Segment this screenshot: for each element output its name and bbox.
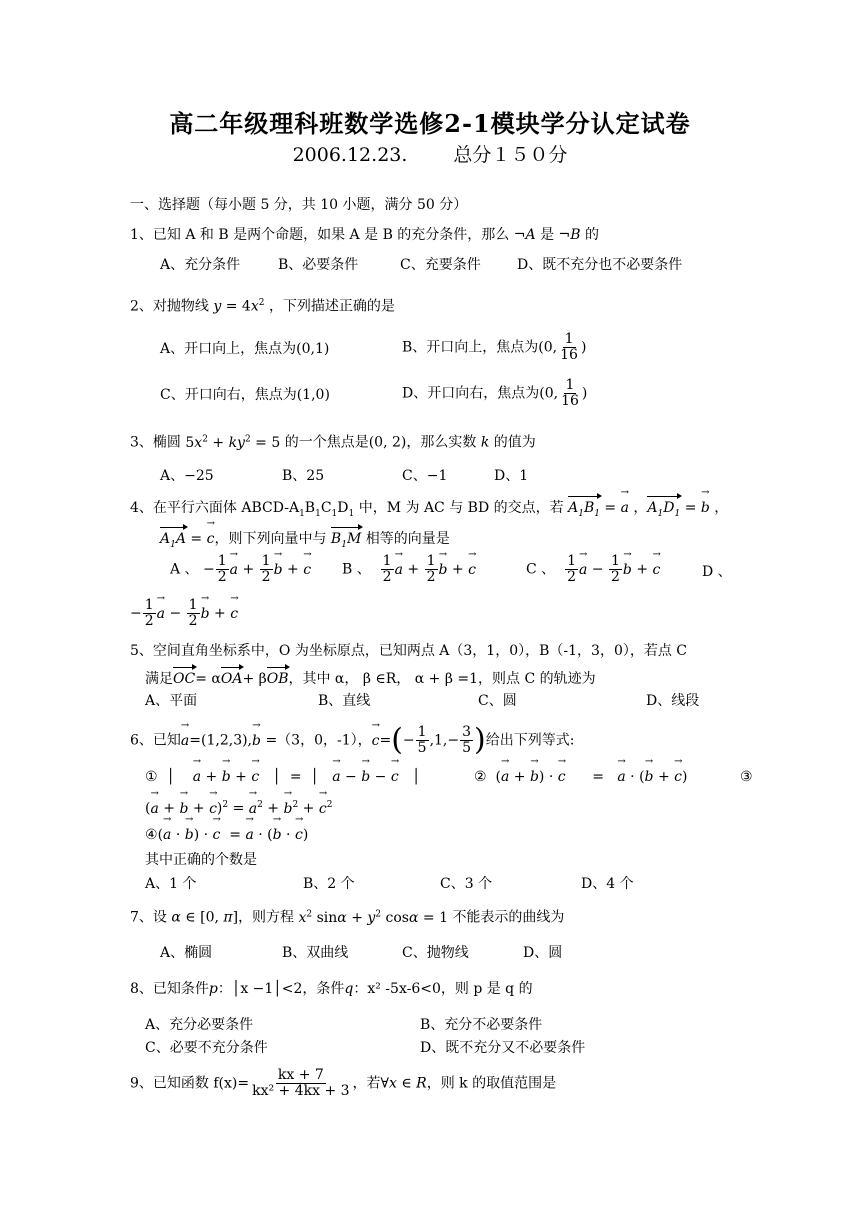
question-text: 2、对抛物线 bbox=[130, 298, 209, 315]
option-label: B、开口向上，焦点为 bbox=[402, 339, 539, 356]
question-text: 6、已知 bbox=[130, 732, 181, 749]
question-text: 满足 bbox=[145, 671, 173, 687]
question-text: ，则 p 是 q 的 bbox=[440, 981, 533, 997]
numerator: 1 bbox=[567, 553, 576, 569]
denominator: kx² + 4kx + 3 bbox=[252, 1083, 350, 1099]
option-a: A、1 个 bbox=[145, 876, 197, 892]
question-text: 给出下列等式: bbox=[485, 732, 575, 749]
math-expr: ) bbox=[580, 339, 587, 356]
option-b: B、双曲线 bbox=[282, 945, 349, 961]
math-expr: $A_1A$ = → c bbox=[160, 531, 214, 547]
numerator: 1 bbox=[188, 597, 198, 613]
option-a: A、充分条件 bbox=[160, 257, 241, 273]
math-expr: y bbox=[213, 298, 222, 315]
question-text: 不能表示的曲线为 bbox=[452, 909, 565, 926]
equation-label: ② bbox=[474, 769, 487, 785]
numerator: 1 bbox=[564, 331, 574, 347]
math-expr: $5x^2 + ky^2 = 5$ bbox=[185, 434, 281, 451]
equation-label: ① bbox=[145, 769, 158, 785]
math-expr: k bbox=[480, 434, 490, 451]
equation-2: ② (→ a + → b) · → c = → a · (→ b + → c) bbox=[474, 768, 687, 786]
math-expr: OA bbox=[221, 668, 243, 688]
question-2-stem: 2、对抛物线 $y = 4x^2$ ，下列描述正确的是 bbox=[130, 298, 395, 315]
numerator: 1 bbox=[611, 553, 620, 569]
math-expr: ¬A bbox=[513, 227, 536, 243]
fraction bbox=[559, 378, 581, 409]
option-a: A 、 − $\frac{1}{2}$ → a + $\frac{1}{2}$ → b + → c bbox=[170, 554, 311, 585]
option-a bbox=[160, 340, 329, 358]
question-6-stem: 6、已知→ a=(1,2,3),→ b =（3，0，-1），→ c=(− $\frac{1}{5}$ ,1,− $\frac{3}{5}$ )给出下列等式: bbox=[130, 725, 574, 756]
option-d: D、既不充分又不必要条件 bbox=[420, 1040, 586, 1056]
option-label: C 、 bbox=[526, 561, 556, 578]
math-expr: x² -5x-6<0 bbox=[367, 981, 441, 997]
numerator: 1 bbox=[217, 553, 227, 569]
question-text: ，则下列向量中与 bbox=[214, 531, 327, 547]
question-7-stem bbox=[130, 905, 564, 927]
question-1-stem bbox=[130, 226, 599, 244]
math-expr: → c bbox=[372, 732, 380, 750]
option-c: C、−1 bbox=[402, 468, 448, 484]
fraction bbox=[558, 332, 580, 363]
question-9-stem bbox=[130, 1068, 556, 1099]
option-b: B、2 个 bbox=[303, 876, 355, 892]
option-label: B 、 bbox=[342, 561, 371, 578]
equation-label: ④ bbox=[145, 827, 158, 843]
question-4-stem: 4、在平行六面体 ABCD-$A_1B_1C_1D_1$ 中，M 为 AC 与 BD 的交点，若 $A_1B_1$ = → a ，$A_1D_1$ = → b ， bbox=[130, 497, 728, 523]
question-text: ，则 k 的取值范围是 bbox=[426, 1075, 557, 1092]
math-expr: OC bbox=[173, 668, 195, 688]
math-expr: (0, 2) bbox=[368, 434, 407, 451]
numerator: 1 bbox=[426, 553, 436, 569]
question-text: + β bbox=[242, 671, 267, 687]
denominator: 5 bbox=[417, 740, 427, 756]
denominator: 2 bbox=[188, 613, 198, 629]
option-d-expr: − $\frac{1}{2}$ → a − $\frac{1}{2}$ → b + → c bbox=[130, 598, 238, 629]
option-label: C、开口向右，焦点为 bbox=[160, 387, 297, 403]
question-text: = α bbox=[195, 671, 221, 687]
math-expr: $B_1M$ bbox=[326, 531, 365, 547]
math-expr: (0, bbox=[538, 339, 558, 356]
option-label: A、开口向上，焦点为 bbox=[160, 341, 297, 357]
numerator: 1 bbox=[144, 597, 154, 613]
option-c: C 、 $\frac{1}{2}$ → a − $\frac{1}{2}$ → b + → c bbox=[526, 554, 660, 585]
question-5-stem: 5、空间直角坐标系中，O 为坐标原点，已知两点 A（3，1，0），B（-1，3，0），若点 C bbox=[130, 643, 688, 659]
numerator: 1 bbox=[417, 724, 427, 740]
option-label: D、开口向右，焦点为 bbox=[402, 385, 540, 402]
option-b: B、必要条件 bbox=[278, 257, 359, 273]
math-expr: (0,1) bbox=[296, 341, 330, 357]
question-text: ，若 bbox=[352, 1075, 381, 1092]
option-c bbox=[160, 386, 330, 404]
question-text: 4、在平行六面体 ABCD-A bbox=[130, 500, 300, 516]
math-expr: $A_1B_1$ = → a ，$A_1D_1$ = → b ， bbox=[568, 500, 728, 516]
question-text: 的一个焦点是 bbox=[284, 434, 369, 451]
option-d bbox=[402, 378, 587, 409]
option-a: A、−25 bbox=[160, 468, 214, 484]
question-text: 1、已知 A 和 B 是两个命题，如果 A 是 B 的充分条件，那么 bbox=[130, 227, 510, 243]
page-title: 高二年级理科班数学选修2-1模块学分认定试卷 bbox=[169, 109, 691, 138]
math-expr: − bbox=[402, 732, 415, 749]
question-text: ： bbox=[353, 981, 368, 997]
question-text: 7、设 bbox=[130, 909, 167, 926]
question-text: 相等的向量是 bbox=[365, 531, 450, 547]
option-c: C、充要条件 bbox=[400, 257, 481, 273]
math-expr: = bbox=[379, 732, 392, 749]
math-expr: =(1,2,3), bbox=[189, 732, 253, 749]
numerator: 3 bbox=[462, 724, 472, 740]
math-expr: (1,0) bbox=[296, 387, 330, 403]
option-b: B、25 bbox=[282, 468, 325, 484]
math-expr: α ∈ [0, π] bbox=[171, 909, 239, 926]
equation-1: ① │ → a + → b + → c │ = │ → a − → b − → c │ bbox=[145, 768, 420, 786]
question-text: 是 bbox=[540, 227, 555, 243]
math-expr: =（3，0，-1）， bbox=[265, 732, 372, 749]
denominator: 2 bbox=[567, 569, 576, 585]
question-text: 3、椭圆 bbox=[130, 434, 181, 451]
math-expr: │x −1│<2 bbox=[231, 981, 303, 997]
math-expr: ∀x ∈ R bbox=[380, 1075, 427, 1092]
math-expr: q bbox=[344, 981, 354, 997]
math-expr: p bbox=[208, 981, 218, 997]
option-b: B、直线 bbox=[318, 693, 371, 709]
option-d: D、4 个 bbox=[581, 876, 634, 892]
question-8-stem bbox=[130, 980, 533, 998]
option-c: C、必要不充分条件 bbox=[145, 1040, 268, 1056]
denominator: 2 bbox=[217, 569, 227, 585]
question-text: ，下列描述正确的是 bbox=[268, 298, 395, 315]
option-a: A、椭圆 bbox=[160, 945, 213, 961]
section-heading: 一、选择题（每小题 5 分，共 10 小题，满分 50 分） bbox=[130, 197, 468, 213]
denominator: 2 bbox=[382, 569, 392, 585]
denominator: 2 bbox=[261, 569, 271, 585]
numerator: 1 bbox=[382, 553, 392, 569]
question-text: ： bbox=[217, 981, 232, 997]
denominator: 2 bbox=[611, 569, 620, 585]
option-d: D 、 bbox=[702, 564, 732, 580]
math-expr: OB bbox=[267, 668, 289, 688]
denominator: 5 bbox=[462, 740, 472, 756]
option-c: C、抛物线 bbox=[402, 945, 469, 961]
question-text: 9、已知函数 f(x)= bbox=[130, 1075, 250, 1092]
question-5-stem-cont bbox=[145, 668, 596, 688]
numerator: 1 bbox=[261, 553, 271, 569]
question-text: 中，M 为 AC 与 BD 的交点，若 bbox=[358, 500, 564, 516]
math-expr: → b bbox=[252, 732, 261, 750]
math-expr: ,1,− bbox=[429, 732, 460, 749]
page-subtitle bbox=[0, 140, 860, 167]
math-expr: (0, bbox=[539, 385, 559, 402]
equation-3-label: ③ bbox=[740, 769, 753, 785]
question-3-stem bbox=[130, 430, 536, 452]
option-c: C、3 个 bbox=[440, 876, 493, 892]
denominator: 16 bbox=[561, 393, 579, 409]
option-b: B 、 $\frac{1}{2}$ → a + $\frac{1}{2}$ → b + → c bbox=[342, 554, 476, 585]
option-label: A 、 bbox=[170, 561, 199, 578]
option-d: D、线段 bbox=[646, 693, 700, 709]
exam-date: 2006.12.23. bbox=[292, 144, 408, 166]
math-expr: ¬B bbox=[558, 227, 581, 243]
question-6-count: 其中正确的个数是 bbox=[145, 852, 257, 868]
math-expr: $x^2$ $\sin\alpha + y^2$ cosα = 1 bbox=[298, 909, 448, 926]
question-text: ，条件 bbox=[302, 981, 345, 997]
question-text: 8、已知条件 bbox=[130, 981, 209, 997]
option-b: B、充分不必要条件 bbox=[420, 1017, 543, 1033]
equation-3: (→ a + → b + → c)$^2$ = → $a^2$ + → $b^2$ + → $c^2$ bbox=[145, 796, 332, 818]
numerator: kx + 7 bbox=[277, 1067, 324, 1083]
option-d: D、既不充分也不必要条件 bbox=[517, 257, 683, 273]
denominator: 2 bbox=[144, 613, 154, 629]
fraction bbox=[250, 1068, 351, 1099]
question-text: 的 bbox=[585, 227, 599, 243]
equation-4: ④(→ a · → b) · → c = → a · (→ b · → c) bbox=[145, 826, 308, 844]
math-expr: → a bbox=[181, 732, 189, 750]
option-d: D、圆 bbox=[523, 945, 563, 961]
option-a: A、平面 bbox=[145, 693, 198, 709]
option-a: A、充分必要条件 bbox=[145, 1017, 254, 1033]
total-score: 总分１５０分 bbox=[453, 144, 568, 166]
question-text: ，那么实数 bbox=[406, 434, 477, 451]
question-text: ，则方程 bbox=[238, 909, 295, 926]
denominator: 16 bbox=[560, 347, 578, 363]
option-d: D、1 bbox=[494, 468, 529, 484]
question-text: ，其中 α， β ∈R， α + β =1，则点 C 的轨迹为 bbox=[288, 671, 596, 687]
question-text: 的值为 bbox=[493, 434, 536, 451]
denominator: 2 bbox=[426, 569, 436, 585]
option-b bbox=[402, 332, 586, 363]
option-c: C、圆 bbox=[478, 693, 517, 709]
numerator: 1 bbox=[565, 377, 575, 393]
math-expr: ) bbox=[581, 385, 588, 402]
